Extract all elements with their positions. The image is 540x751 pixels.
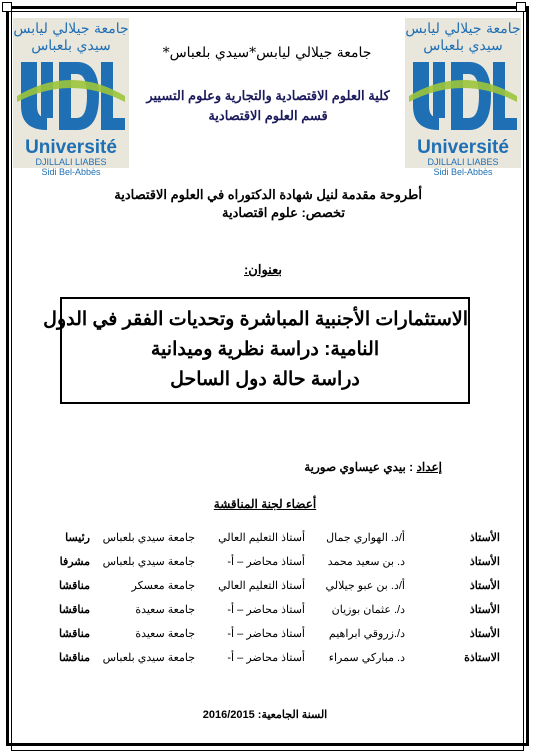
member-rank: الأستاذ: [469, 556, 500, 568]
committee-row: [30, 555, 500, 575]
member-role: مناقشا: [59, 652, 90, 664]
title-label: بعنوان:: [243, 262, 282, 277]
author-name: : بيدي عيساوي صورية: [304, 460, 414, 474]
member-name: د/.زروقي ابراهيم: [328, 628, 405, 640]
member-university: جامعة سيدي بلعباس: [102, 556, 195, 568]
thesis-title-line3: دراسة حالة دول الساحل: [170, 369, 360, 390]
member-grade: أستاذ محاضر – أ-: [227, 604, 305, 616]
member-grade: أستاذ محاضر – أ-: [227, 556, 305, 568]
udl-monogram: [407, 56, 519, 136]
university-logo-right: [405, 18, 521, 177]
thesis-purpose: أطروحة مقدمة لنيل شهادة الدكتوراه في العلوم الاقتصادية: [114, 187, 422, 202]
prepared-by-label: إعداد: [416, 460, 442, 474]
logo-script-line2: سيدي بلعباس: [31, 38, 111, 54]
member-university: جامعة معسكر: [131, 580, 195, 592]
logo-wordmark: Université: [417, 137, 509, 158]
committee-row: [30, 627, 500, 647]
thesis-specialty: تخصص: علوم اقتصادية: [222, 205, 345, 220]
committee-row: [30, 651, 500, 671]
udl-monogram: [15, 56, 127, 136]
member-name: أ/د. بن عبو جيلالي: [325, 580, 405, 592]
member-role: مناقشا: [59, 580, 90, 592]
university-name: جامعة جيلالي ليابس*سيدي بلعباس*: [162, 45, 372, 61]
member-university: جامعة سعيدة: [135, 628, 195, 640]
logo-script-line1: جامعة جيلالي ليابس: [13, 21, 129, 37]
logo-sub-line2: Sidi Bel-Abbès: [41, 167, 101, 177]
committee-row: [30, 579, 500, 599]
member-grade: أستاذ التعليم العالي: [218, 532, 305, 544]
thesis-title-box: [43, 297, 470, 404]
member-grade: أستاذ محاضر – أ-: [227, 652, 305, 664]
committee-row: [30, 531, 500, 551]
member-grade: أستاذ محاضر – أ-: [227, 628, 305, 640]
prepared-by: [304, 460, 442, 474]
member-grade: أستاذ التعليم العالي: [218, 580, 305, 592]
corner-handle: [2, 2, 12, 12]
member-name: أ/د. الهواري جمال: [326, 532, 405, 544]
committee-row: [30, 603, 500, 623]
logo-script-line2: سيدي بلعباس: [423, 38, 503, 54]
member-rank: الاستاذة: [464, 652, 500, 664]
member-role: رئيسا: [65, 532, 90, 544]
logo-script-line1: جامعة جيلالي ليابس: [405, 21, 521, 37]
committee-title: أعضاء لجنة المناقشة: [213, 497, 317, 511]
member-name: د. بن سعيد محمد: [327, 556, 405, 568]
member-name: د. مباركي سمراء: [328, 652, 405, 664]
member-rank: الأستاذ: [469, 604, 500, 616]
logo-sub-line2: Sidi Bel-Abbès: [433, 167, 493, 177]
member-university: جامعة سعيدة: [135, 604, 195, 616]
member-role: مشرفا: [59, 556, 90, 568]
member-role: مناقشا: [59, 628, 90, 640]
member-role: مناقشا: [59, 604, 90, 616]
member-university: جامعة سيدي بلعباس: [102, 532, 195, 544]
logo-sub-line1: DJILLALI LIABES: [35, 157, 107, 167]
thesis-title-line1: الاستثمارات الأجنبية المباشرة وتحديات الفقر في الدول: [43, 309, 468, 330]
member-name: د/. عثمان بوزيان: [331, 604, 405, 616]
logo-sub-line1: DJILLALI LIABES: [427, 157, 499, 167]
academic-year: السنة الجامعية: 2016/2015: [202, 709, 328, 721]
member-university: جامعة سيدي بلعباس: [102, 652, 195, 664]
logo-wordmark: Université: [25, 137, 117, 158]
member-rank: الأستاذ: [469, 532, 500, 544]
faculty-name: كلية العلوم الاقتصادية والتجارية وعلوم التسيير: [146, 88, 390, 103]
department-name: قسم العلوم الاقتصادية: [208, 108, 328, 123]
university-logo-left: [13, 18, 129, 177]
member-rank: الأستاذ: [469, 628, 500, 640]
member-rank: الأستاذ: [469, 580, 500, 592]
thesis-title-line2: النامية: دراسة نظرية وميدانية: [150, 339, 380, 360]
corner-handle: [516, 2, 526, 12]
